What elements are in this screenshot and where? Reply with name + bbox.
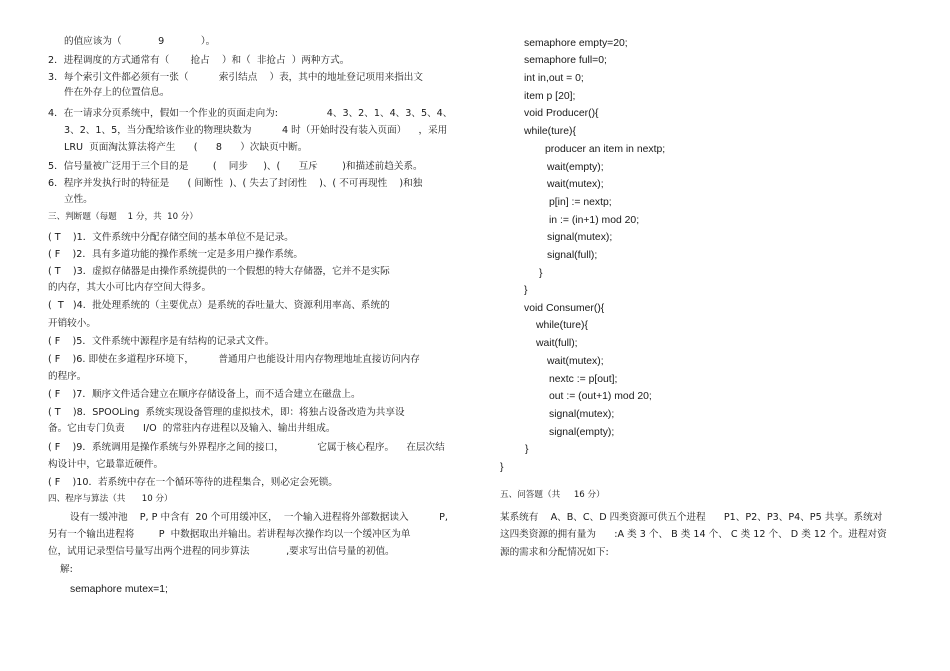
code-line: semaphore empty=20;	[524, 38, 628, 49]
code-line: void Consumer(){	[524, 303, 605, 314]
code-line: int in,out = 0;	[524, 73, 584, 84]
code-line: }	[539, 268, 543, 279]
judge-item-2: ( F )2．具有多道功能的操作系统一定是多用户操作系统。	[48, 249, 304, 260]
fill-item-2: 2．进程调度的方式通常有（ 抢占 ）和（ 非抢占 ）两种方式。	[48, 55, 350, 66]
code-line: while(ture){	[536, 320, 588, 331]
code-line: }	[500, 462, 504, 473]
problem-line: 位，试用记录型信号量写出两个进程的同步算法 ,要求写出信号量的初值。	[48, 546, 395, 557]
code-line: }	[524, 285, 528, 296]
judge-item-8: ( T )8．SPOOLing 系统实现设备管理的虚拟技术，即：将独占设备改造为共享设	[48, 407, 405, 418]
fill-item-3-cont: 件在外存上的位置信息。	[64, 87, 170, 98]
code-line: wait(full);	[536, 338, 578, 349]
judge-item-6: ( F )6. 即使在多道程序环境下， 普通用户也能设计用内存物理地址直接访问内存	[48, 354, 420, 365]
code-line: signal(mutex);	[549, 409, 615, 420]
judge-item-5: ( F )5．文件系统中源程序是有结构的记录式文件。	[48, 336, 275, 347]
judge-item-9: ( F )9．系统调用是操作系统与外界程序之间的接口， 它属于核心程序。 在层次结	[48, 442, 445, 453]
judge-item-3: ( T )3．虚拟存储器是由操作系统提供的一个假想的特大存储器，它并不是实际	[48, 266, 390, 277]
question-line: 某系统有 A、B、C、D 四类资源可供五个进程 P1、P2、P3、P4、P5 共享。系统对	[500, 512, 883, 523]
code-line: item p [20];	[524, 91, 576, 102]
fill-item-4-cont: 3、2、1、5，当分配给该作业的物理块数为 4 时（开始时没有装入页面） ，采用	[64, 125, 448, 136]
judge-item-9-cont: 构设计中，它最靠近硬件。	[48, 459, 164, 470]
question-line: 这四类资源的拥有量为 :A 类 3 个、 B 类 14 个、 C 类 12 个、 D 类 12 个。进程对资	[500, 529, 887, 540]
solution-label: 解:	[60, 564, 73, 575]
judge-item-8-cont: 备。它由专门负责 I/O 的常驻内存进程以及输入、输出井组成。	[48, 423, 336, 434]
judge-item-4: ( T )4．批处理系统的（主要优点）是系统的吞吐量大、资源利用率高、系统的	[48, 300, 390, 311]
code-line: in := (in+1) mod 20;	[549, 215, 640, 226]
code-line: p[in] := nextp;	[549, 197, 612, 208]
question-line: 源的需求和分配情况如下:	[500, 547, 609, 558]
judge-item-7: ( F )7．顺序文件适合建立在顺序存储设备上，而不适合建立在磁盘上。	[48, 389, 361, 400]
code-line: nextc := p[out];	[549, 374, 618, 385]
fill-item-5: 5．信号量被广泛用于三个目的是 ( 同步 )、( 互斥 )和描述前趋关系。	[48, 161, 423, 172]
code-line: producer an item in nextp;	[545, 144, 666, 155]
fill-item-6-cont: 立性。	[64, 194, 93, 205]
fill-item-6: 6．程序并发执行时的特征是 ( 间断性 )、( 失去了封闭性 )、( 不可再现性 )和独	[48, 178, 423, 189]
problem-line: 另有一个输出进程将 P 中数据取出并输出。若讲程每次操作均以一个缓冲区为单	[48, 529, 411, 540]
code-line: signal(mutex);	[547, 232, 613, 243]
code-line: out := (out+1) mod 20;	[549, 391, 652, 402]
code-line: signal(full);	[547, 250, 598, 261]
judge-item-6-cont: 的程序。	[48, 371, 87, 382]
problem-line: 设有一缓冲池 P, P 中含有 20 个可用缓冲区， 一个输入进程将外部数据读入 P,	[70, 512, 448, 523]
code-line: semaphore full=0;	[524, 55, 607, 66]
section4-title: 四、程序与算法（共 10 分）	[48, 494, 173, 504]
code-line: void Producer(){	[524, 108, 599, 119]
fill-line: 的值应该为（ 9 ）。	[64, 36, 216, 47]
code-line: wait(mutex);	[547, 356, 604, 367]
code-line: while(ture){	[524, 126, 576, 137]
code-line: semaphore mutex=1;	[70, 584, 168, 595]
judge-item-1: ( T )1．文件系统中分配存储空间的基本单位不是记录。	[48, 232, 294, 243]
judge-item-10: ( F )10．若系统中存在一个循环等待的进程集合，则必定会死锁。	[48, 477, 338, 488]
section3-title: 三、判断题（每题 1 分，共 10 分）	[48, 212, 198, 222]
code-line: signal(empty);	[549, 427, 615, 438]
fill-item-3: 3．每个索引文件都必须有一张（ 索引结点 ）表，其中的地址登记项用来指出文	[48, 72, 423, 83]
code-line: wait(empty);	[547, 162, 604, 173]
code-line: wait(mutex);	[547, 179, 604, 190]
judge-item-3-cont: 的内存，其大小可比内存空间大得多。	[48, 282, 212, 293]
fill-item-4-cont2: LRU 页面淘汰算法将产生 ( 8 ）次缺页中断。	[64, 142, 308, 153]
section5-title: 五、问答题（共 16 分）	[500, 490, 605, 500]
fill-item-4: 4．在一请求分页系统中，假如一个作业的页面走向为: 4、3、2、1、4、3、5、4、	[48, 108, 453, 119]
code-line: }	[525, 444, 529, 455]
judge-item-4-cont: 开销较小。	[48, 318, 96, 329]
